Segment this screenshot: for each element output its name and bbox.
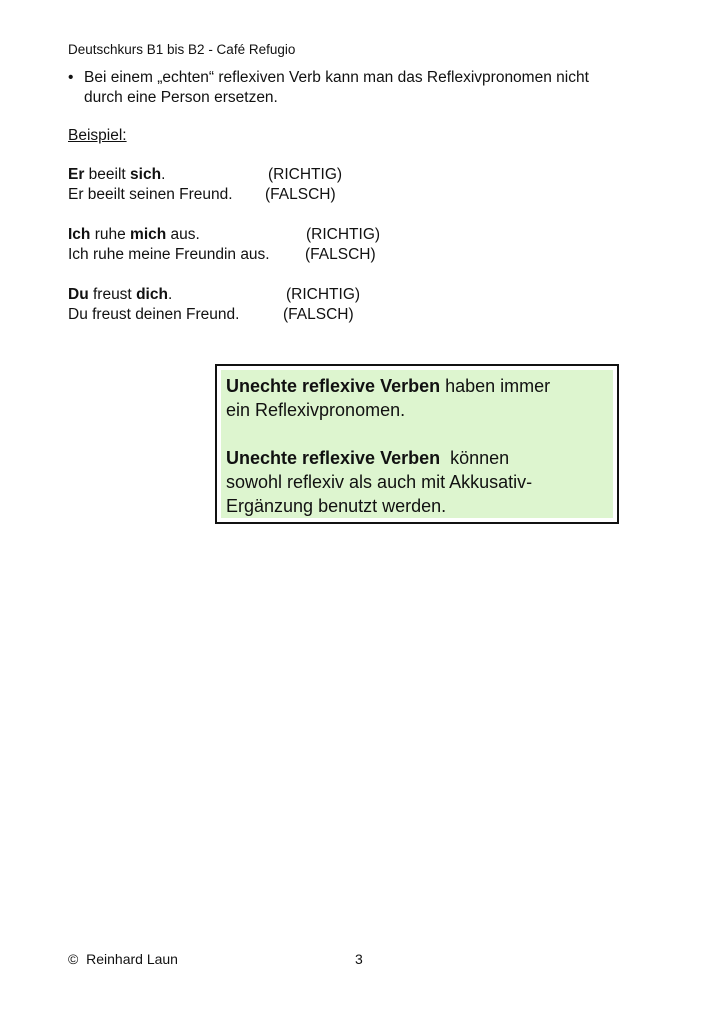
rule-paragraph-1 xyxy=(226,374,616,422)
example-1-rest: . xyxy=(161,166,166,183)
example-2-pronoun: mich xyxy=(130,226,167,243)
author-name: Reinhard Laun xyxy=(86,951,178,967)
footer-author xyxy=(68,950,178,968)
rule-paragraph-1-text: haben immer xyxy=(440,376,551,396)
example-2-correct-verdict: (RICHTIG) xyxy=(306,226,381,243)
bullet-text-line-1: Bei einem „echten“ reflexiven Verb kann man das Reflexivpronomen nicht xyxy=(84,69,589,86)
example-2-subject: Ich xyxy=(68,226,91,243)
example-1-correct-verdict: (RICHTIG) xyxy=(268,166,343,183)
rule-term-2: Unechte reflexive Verben xyxy=(226,448,441,468)
example-3-rest: . xyxy=(167,286,173,303)
example-heading: Beispiel: xyxy=(68,127,127,144)
example-1-verb: beeilt xyxy=(84,166,131,183)
example-1-subject: Er xyxy=(68,166,85,183)
rule-paragraph-2-line-2: sowohl reflexiv als auch mit Akkusativ- xyxy=(226,472,533,492)
page-number: 3 xyxy=(355,951,363,967)
example-2-verb: ruhe xyxy=(90,226,131,243)
example-3-verb: freust xyxy=(88,286,137,303)
rule-paragraph-2-text: können xyxy=(440,448,510,468)
rule-paragraph-2-line-3: Ergänzung benutzt werden. xyxy=(226,496,447,516)
example-3-correct-verdict: (RICHTIG) xyxy=(286,286,361,303)
rule-paragraph-2 xyxy=(226,446,616,518)
example-2-wrong-verdict: (FALSCH) xyxy=(305,246,376,263)
rule-box xyxy=(215,364,619,524)
bullet-point xyxy=(68,68,668,108)
example-1-wrong-sentence: Er beeilt seinen Freund. xyxy=(68,186,233,203)
document-header: Deutschkurs B1 bis B2 - Café Refugio xyxy=(68,42,296,57)
example-2-wrong-sentence: Ich ruhe meine Freundin aus. xyxy=(68,246,270,263)
example-3-subject: Du xyxy=(68,286,89,303)
example-3-correct-sentence xyxy=(68,285,172,305)
example-2-rest: aus. xyxy=(166,226,200,243)
rule-paragraph-1-line-1 xyxy=(226,374,616,398)
rule-paragraph-1-line-2: ein Reflexivpronomen. xyxy=(226,400,406,420)
rule-paragraph-2-line-1 xyxy=(226,446,616,470)
example-3-wrong-sentence: Du freust deinen Freund. xyxy=(68,306,240,323)
bullet-icon: • xyxy=(68,69,74,86)
copyright-icon: © xyxy=(68,951,79,967)
example-3-pronoun: dich xyxy=(136,286,168,303)
example-1-correct-sentence xyxy=(68,165,165,185)
bullet-text-line-2: durch eine Person ersetzen. xyxy=(84,89,278,106)
example-2-correct-sentence xyxy=(68,225,200,245)
example-3-wrong-verdict: (FALSCH) xyxy=(283,306,354,323)
example-1-pronoun: sich xyxy=(130,166,162,183)
rule-term-1: Unechte reflexive Verben xyxy=(226,376,441,396)
example-1-wrong-verdict: (FALSCH) xyxy=(265,186,336,203)
rule-box-background xyxy=(221,370,613,518)
